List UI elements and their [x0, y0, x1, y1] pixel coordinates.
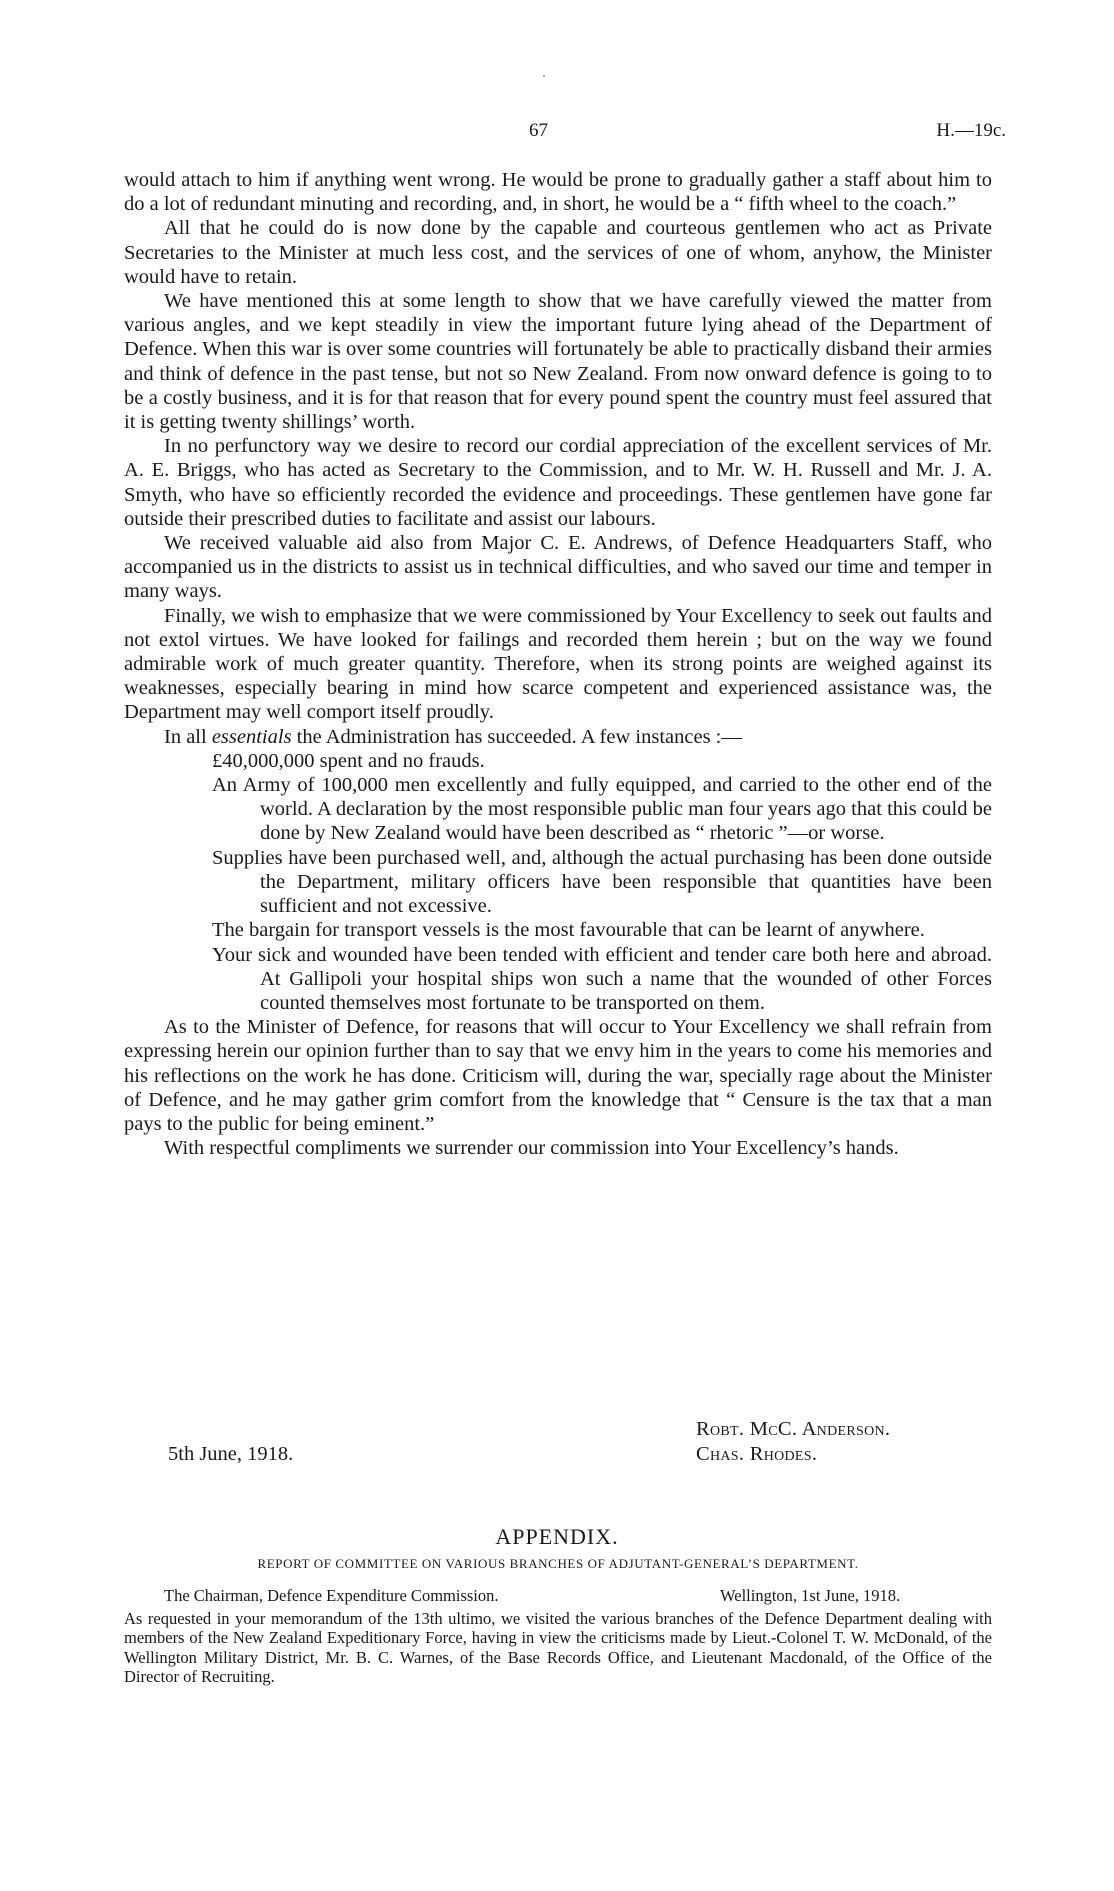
appendix-body: As requested in your memorandum of the 13th ultimo, we visited the various branches of the Defence Department dealing with members of the New Zealand Expeditionary Force, having in view the criticisms made by Lieut.-Colonel T. W. McDonald, of the Wellington Military District, Mr. B. C. Warnes, of the Base Records Office, and Lieutenant Macdonald, of the Office of the Director of Recruiting.: [124, 1609, 992, 1686]
essentials-word: essentials: [211, 725, 292, 748]
paragraph-continuation: would attach to him if anything went wrong. He would be prone to gradually gather a staff about him to do a lot of redundant minuting and recording, and, in short, he would be a “ fifth wheel to the coach.”: [124, 169, 992, 216]
paragraph-appreciation: In no perfunctory way we desire to record our cordial appreciation of the excellent services of Mr. A. E. Briggs, who has acted as Secretary to the Commission, and to Mr. W. H. Russell and Mr. J. A. Smyth, who have so efficiently recorded the evidence and proceedings. These gentlemen have gone far outside their prescribed duties to facilitate and assist our labours.: [124, 435, 992, 530]
instance-item: An Army of 100,000 men excellently and fully equipped, and carried to the other end of the world. A declaration by the most responsible public man four years ago that this could be done by New Zealand would have been described as “ rhetoric ”—or worse.: [212, 774, 992, 845]
paragraph-finally: Finally, we wish to emphasize that we were commissioned by Your Excellency to seek out faults and not extol virtues. We have looked for failings and recorded them herein ; but on the way we found admirable work of much greater quantity. Therefore, when its strong points are weighed against its weaknesses, especially bearing in mind how scarce competent and experienced assistance was, the Department may well comport itself proudly.: [124, 604, 992, 724]
document-reference: H.—19c.: [936, 120, 1006, 141]
scan-speck: [543, 75, 545, 77]
essentials-post: the Administration has succeeded. A few instances :—: [291, 725, 742, 748]
appendix-addressee: The Chairman, Defence Expenditure Commission.: [164, 1586, 499, 1605]
paragraph-minister: As to the Minister of Defence, for reasons that will occur to Your Excellency we shall refrain from expressing herein our opinion further than to say that we envy him in the years to come his memories and his reflections on the work he has done. Criticism will, during the war, specially rage about the Minister of Defence, and he may gather grim comfort from the knowledge that “ Censure is the tax that a man pays to the public for being eminent.”: [124, 1016, 992, 1135]
appendix-title: APPENDIX.: [495, 1524, 619, 1549]
page-header: [124, 120, 1006, 150]
instance-item: Supplies have been purchased well, and, although the actual purchasing has been done outside the Department, military officers have been responsible that quantities have been sufficient and not excessive.: [212, 846, 992, 918]
paragraph-andrews: We received valuable aid also from Major C. E. Andrews, of Defence Headquarters Staff, who accompanied us in the districts to assist us in technical difficulties, and who saved our time and temper in many ways.: [124, 532, 992, 603]
paragraph-future-defence: We have mentioned this at some length to show that we have carefully viewed the matter from various angles, and we kept steadily in view the important future lying ahead of the Department of Defence. When this war is over some countries will fortunately be able to practically disband their armies and think of defence in the past tense, but not so New Zealand. From now onward defence is going to to be a costly business, and it is for that reason that for every pound spent the country must feel assured that it is getting twenty shillings’ worth.: [124, 290, 992, 434]
paragraph-secretaries: All that he could do is now done by the capable and courteous gentlemen who act as Private Secretaries to the Minister at much less cost, and the services of one of whom, anyhow, the Minister would have to retain.: [124, 217, 992, 288]
instance-item: The bargain for transport vessels is the most favourable that can be learnt of anywhere.: [212, 919, 925, 942]
signature-block: [124, 1418, 992, 1478]
page-number: 67: [529, 120, 548, 141]
appendix-subtitle: REPORT OF COMMITTEE ON VARIOUS BRANCHES OF ADJUTANT-GENERAL’S DEPARTMENT.: [257, 1556, 859, 1571]
appendix-place-date: Wellington, 1st June, 1918.: [720, 1586, 901, 1605]
paragraph-compliments: With respectful compliments we surrender our commission into Your Excellency’s hands.: [164, 1137, 899, 1160]
signature-anderson: Robt. McC. Anderson.: [696, 1418, 891, 1440]
report-date: 5th June, 1918.: [168, 1443, 294, 1465]
paragraph-essentials: [124, 725, 992, 749]
signature-rhodes: Chas. Rhodes.: [696, 1443, 818, 1465]
appendix-address-line: [124, 1586, 992, 1608]
report-body: [124, 168, 992, 1160]
essentials-pre: In all: [164, 725, 212, 748]
instance-item: £40,000,000 spent and no frauds.: [212, 749, 485, 772]
instance-item: Your sick and wounded have been tended with efficient and tender care both here and abroad. At Gallipoli your hospital ships won such a name that the wounded of other Forces counted themselves most fortunate to be transported on them.: [212, 943, 992, 1014]
